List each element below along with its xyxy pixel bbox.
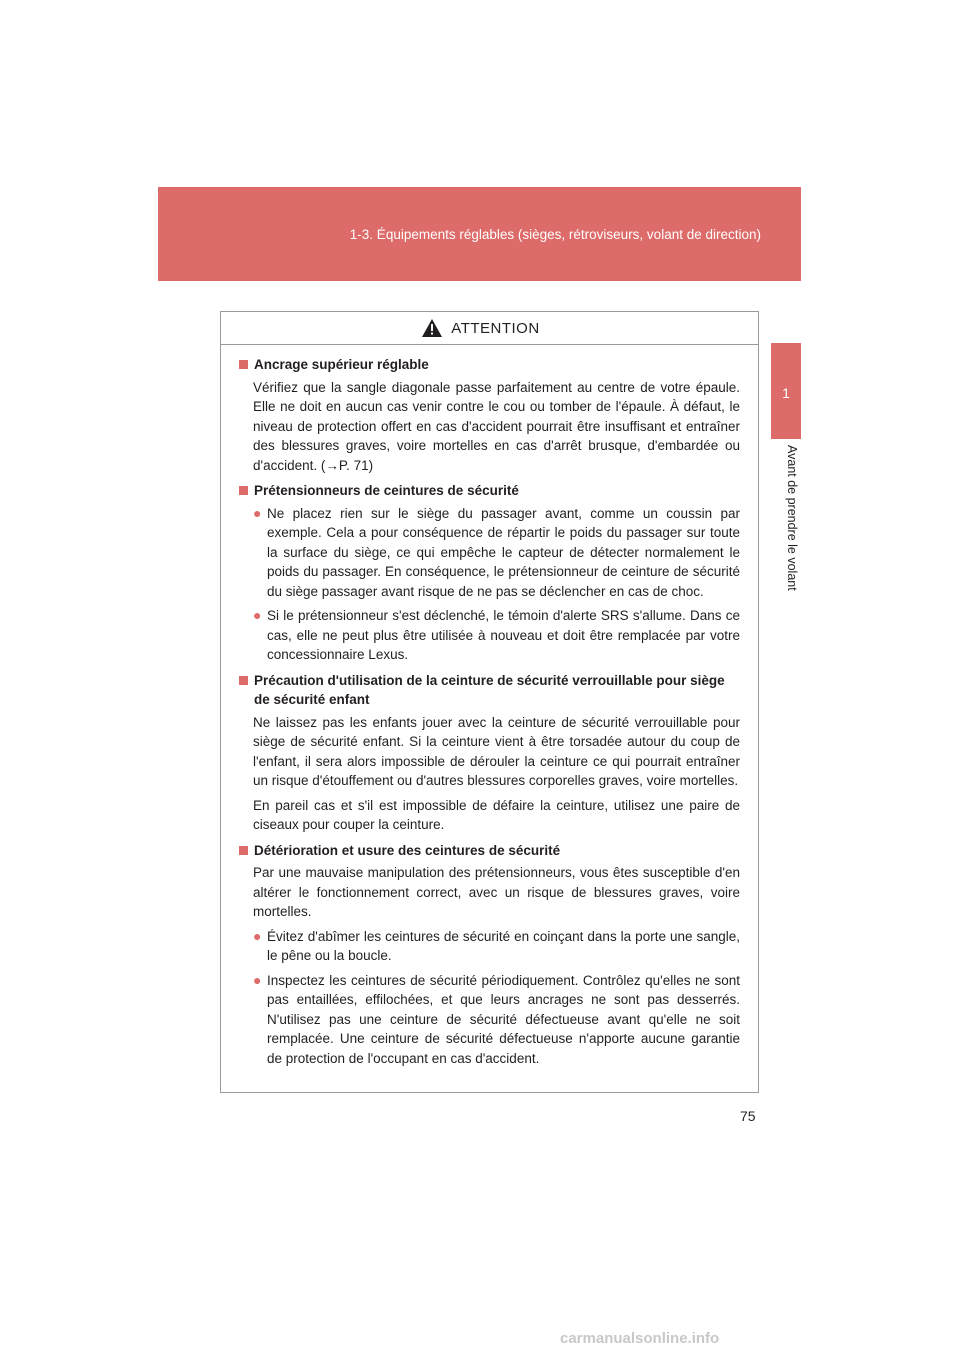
chapter-title: 1-3. Équipements réglables (sièges, rétroviseurs, volant de direction) — [349, 227, 761, 242]
bullet-item — [239, 927, 740, 966]
bullet-dot-icon: ● — [253, 504, 262, 521]
bullet-dot-icon: ● — [253, 927, 262, 944]
warning-title: ATTENTION — [451, 319, 540, 337]
warning-section — [239, 355, 740, 475]
chapter-side-label: Avant de prendre le volant — [785, 445, 799, 591]
warning-header — [221, 312, 758, 345]
section-heading-row — [239, 841, 740, 861]
warning-content — [221, 345, 758, 1068]
bullet-text: Ne placez rien sur le siège du passager avant, comme un coussin par exemple. Cela a pour conséquence de répartir le poids du passager sur toute la surface du siège, ce qui empêche le capteur de détecter normalement le poids du passager. En conséquence, le prétensionneur de ceinture de sécurité du siège passager avant risque de ne pas se déclencher en cas de choc. — [267, 505, 740, 599]
section-heading-row — [239, 671, 740, 710]
warning-box — [220, 311, 759, 1093]
section-heading: Détérioration et usure des ceintures de sécurité — [254, 842, 561, 858]
chapter-side-tab — [771, 343, 801, 439]
section-paragraph: En pareil cas et s'il est impossible de défaire la ceinture, utilisez une paire de ciseaux pour couper la ceinture. — [253, 797, 740, 832]
square-marker-icon — [239, 846, 248, 855]
bullet-item — [239, 504, 740, 602]
bullet-dot-icon: ● — [253, 971, 262, 988]
section-heading: Ancrage supérieur réglable — [254, 357, 429, 372]
warning-section — [239, 671, 740, 835]
section-paragraph: Ne laissez pas les enfants jouer avec la ceinture de sécurité verrouillable pour siège de sécurité enfant. Si la ceinture vient à être torsadée autour du coup de l'enfant, il sera alors impossible de dérouler la ceinture ce qui pourrait entraîner un risque d'étouffement ou d'autres blessures corporelles graves, voire mortelles. — [253, 714, 740, 788]
section-heading-row — [239, 355, 740, 375]
bullet-text: Inspectez les ceintures de sécurité périodiquement. Contrôlez qu'elles ne sont pas entaillées, effilochées, et que leurs ancrages ne sont pas desserrés. N'utilisez pas une ceinture de sécurité défectueuse avant qu'elle ne soit remplacée. Une ceinture de sécurité défectueuse n'apporte aucune garantie de protection de l'occupant en cas d'accident. — [267, 972, 740, 1066]
warning-section — [239, 841, 740, 1069]
square-marker-icon — [239, 360, 248, 369]
section-heading-row — [239, 481, 740, 501]
chapter-number: 1 — [782, 385, 790, 401]
warning-triangle-icon — [421, 318, 443, 338]
square-marker-icon — [239, 486, 248, 495]
bullet-text: Évitez d'abîmer les ceintures de sécurité en coinçant dans la porte une sangle, le pêne ou la boucle. — [267, 928, 740, 963]
section-paragraph: Vérifiez que la sangle diagonale passe parfaitement au centre de votre épaule. Elle ne doit en aucun cas venir contre le cou ou tomber de l'épaule. À défaut, le niveau de protection offert en cas d'accident pourrait être insuffisant et entraîner des blessures graves, voire mortelles en cas d'arrêt brusque, d'embardée ou d'accident. (→P. 71) — [253, 379, 740, 473]
warning-section — [239, 481, 740, 665]
page-number: 75 — [740, 1108, 756, 1124]
bullet-text: Si le prétensionneur s'est déclenché, le témoin d'alerte SRS s'allume. Dans ce cas, elle ne peut plus être utilisée à nouveau et doit être remplacée par votre concessionnaire Lexus. — [267, 608, 740, 662]
section-heading: Prétensionneurs de ceintures de sécurité — [254, 483, 519, 498]
section-paragraph: Par une mauvaise manipulation des prétensionneurs, vous êtes susceptible d'en altérer le fonctionnement correct, avec un risque de blessures graves, voire mortelles. — [253, 865, 740, 919]
chapter-header-band — [158, 187, 801, 281]
bullet-dot-icon: ● — [253, 607, 262, 623]
section-heading: Précaution d'utilisation de la ceinture de sécurité verrouillable pour siège de sécurité enfant — [254, 672, 725, 707]
footer-watermark: carmanualsonline.info — [560, 1330, 720, 1347]
bullet-item — [239, 606, 740, 665]
bullet-item — [239, 971, 740, 1069]
square-marker-icon — [239, 676, 248, 685]
